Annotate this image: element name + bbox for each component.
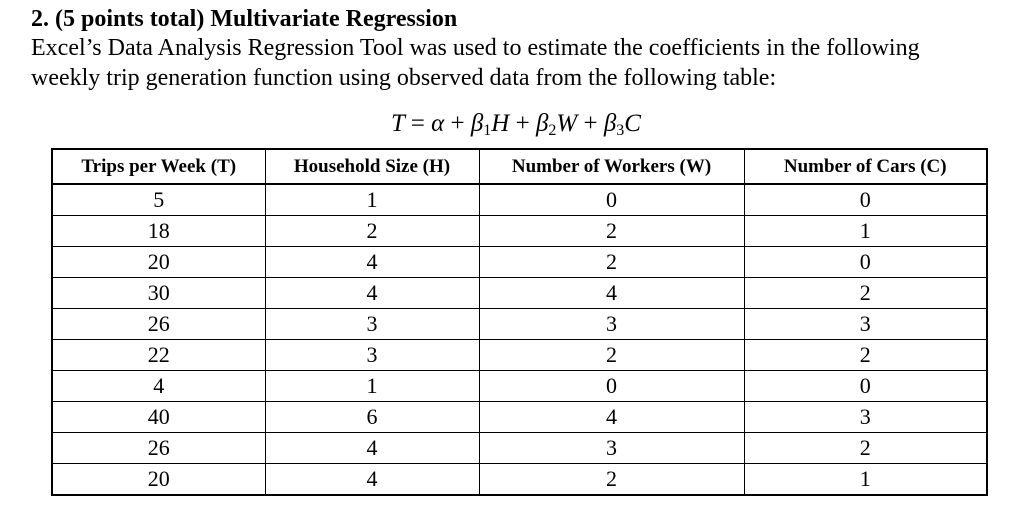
table-row	[52, 278, 987, 309]
cell-workers: 2	[479, 464, 744, 496]
table-row	[52, 371, 987, 402]
table-row	[52, 184, 987, 216]
table-row	[52, 216, 987, 247]
cell-trips: 18	[52, 216, 265, 247]
cell-cars: 0	[744, 371, 987, 402]
cell-workers: 4	[479, 402, 744, 433]
cell-trips: 26	[52, 309, 265, 340]
cell-trips: 26	[52, 433, 265, 464]
cell-household-size: 2	[265, 216, 479, 247]
header-trips-per-week: Trips per Week (T)	[52, 149, 265, 184]
cell-trips: 20	[52, 464, 265, 496]
intro-line-1: Excel’s Data Analysis Regression Tool was used to estimate the coefficients in the following	[31, 35, 920, 61]
header-number-of-workers: Number of Workers (W)	[479, 149, 744, 184]
cell-workers: 3	[479, 309, 744, 340]
cell-cars: 0	[744, 184, 987, 216]
cell-trips: 4	[52, 371, 265, 402]
question-intro	[31, 33, 1021, 93]
cell-household-size: 4	[265, 433, 479, 464]
table-body	[52, 184, 987, 495]
trip-generation-equation	[0, 108, 1032, 147]
table-row	[52, 309, 987, 340]
cell-workers: 2	[479, 340, 744, 371]
table-row	[52, 433, 987, 464]
cell-household-size: 1	[265, 371, 479, 402]
cell-trips: 40	[52, 402, 265, 433]
cell-cars: 1	[744, 216, 987, 247]
cell-workers: 4	[479, 278, 744, 309]
eq-h: H	[491, 110, 510, 137]
cell-trips: 30	[52, 278, 265, 309]
header-household-size: Household Size (H)	[265, 149, 479, 184]
cell-cars: 0	[744, 247, 987, 278]
eq-equals: =	[410, 110, 425, 137]
cell-workers: 3	[479, 433, 744, 464]
cell-cars: 2	[744, 340, 987, 371]
cell-cars: 1	[744, 464, 987, 496]
cell-cars: 3	[744, 309, 987, 340]
cell-workers: 2	[479, 216, 744, 247]
cell-trips: 22	[52, 340, 265, 371]
table-row	[52, 340, 987, 371]
eq-plus-1: +	[450, 110, 465, 137]
eq-beta-1: β	[470, 110, 484, 137]
cell-household-size: 4	[265, 278, 479, 309]
eq-c: C	[624, 110, 641, 137]
cell-workers: 0	[479, 184, 744, 216]
cell-household-size: 6	[265, 402, 479, 433]
eq-sub-2: 2	[548, 122, 557, 139]
table-row	[52, 247, 987, 278]
cell-cars: 2	[744, 433, 987, 464]
cell-household-size: 4	[265, 247, 479, 278]
table-row	[52, 402, 987, 433]
cell-household-size: 3	[265, 340, 479, 371]
eq-sub-3: 3	[616, 122, 625, 139]
header-number-of-cars: Number of Cars (C)	[744, 149, 987, 184]
cell-household-size: 3	[265, 309, 479, 340]
cell-cars: 3	[744, 402, 987, 433]
eq-plus-2: +	[515, 110, 530, 137]
table-row	[52, 464, 987, 496]
cell-trips: 20	[52, 247, 265, 278]
eq-w: W	[556, 110, 578, 137]
cell-workers: 0	[479, 371, 744, 402]
table-header-row	[52, 149, 987, 184]
cell-cars: 2	[744, 278, 987, 309]
cell-household-size: 4	[265, 464, 479, 496]
cell-household-size: 1	[265, 184, 479, 216]
eq-alpha: α	[431, 110, 445, 137]
eq-plus-3: +	[583, 110, 598, 137]
intro-line-2: weekly trip generation function using observed data from the following table:	[31, 65, 777, 91]
observed-data-table	[51, 148, 988, 496]
eq-sub-1: 1	[483, 122, 492, 139]
cell-trips: 5	[52, 184, 265, 216]
question-heading: 2. (5 points total) Multivariate Regression	[31, 6, 458, 32]
eq-beta-2: β	[535, 110, 549, 137]
cell-workers: 2	[479, 247, 744, 278]
eq-beta-3: β	[603, 110, 617, 137]
eq-lhs: T	[391, 110, 405, 137]
